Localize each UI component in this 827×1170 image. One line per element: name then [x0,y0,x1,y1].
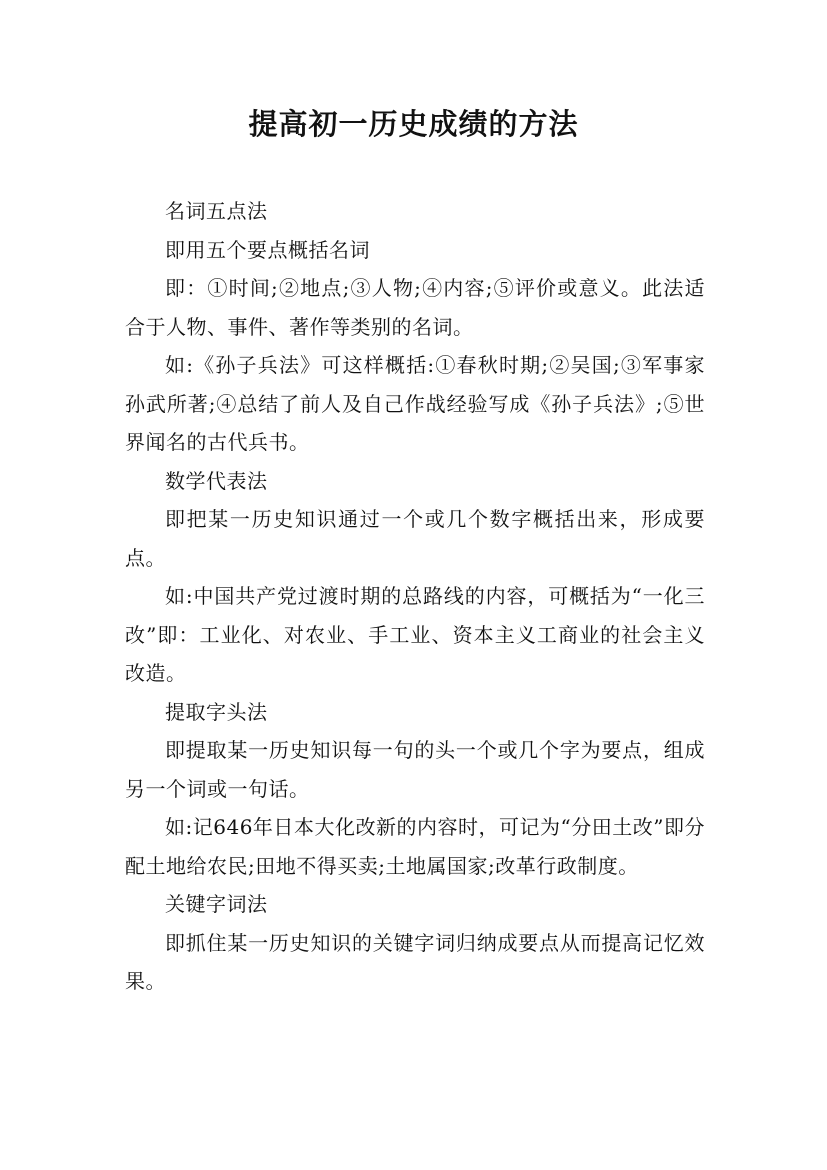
paragraph: 如:《孙子兵法》可这样概括:①春秋时期;②吴国;③军事家孙武所著;④总结了前人及自己作战经验写成《孙子兵法》;⑤世界闻名的古代兵书。 [125,353,705,454]
paragraph: 即：①时间;②地点;③人物;④内容;⑤评价或意义。此法适合于人物、事件、著作等类别的名词。 [125,276,705,339]
heading-keyword-method: 关键字词法 [165,892,268,916]
heading-noun-five-points: 名词五点法 [165,199,268,223]
paragraph: 如:记646年日本大化改新的内容时，可记为“分田土改”即分配土地给农民;田地不得买卖;土地属国家;改革行政制度。 [125,815,705,878]
document-body [125,192,705,1001]
paragraph: 即把某一历史知识通过一个或几个数字概括出来，形成要点。 [125,507,705,570]
page-title: 提高初一历史成绩的方法 [248,107,579,141]
paragraph: 如:中国共产党过渡时期的总路线的内容，可概括为“一化三改”即：工业化、对农业、手工业、资本主义工商业的社会主义改造。 [125,584,705,685]
paragraph: 即抓住某一历史知识的关键字词归纳成要点从而提高记忆效果。 [125,930,705,993]
paragraph: 即提取某一历史知识每一句的头一个或几个字为要点，组成另一个词或一句话。 [125,738,705,801]
paragraph: 即用五个要点概括名词 [165,237,370,262]
heading-number-method: 数学代表法 [165,468,268,493]
heading-first-char-method: 提取字头法 [165,699,268,724]
